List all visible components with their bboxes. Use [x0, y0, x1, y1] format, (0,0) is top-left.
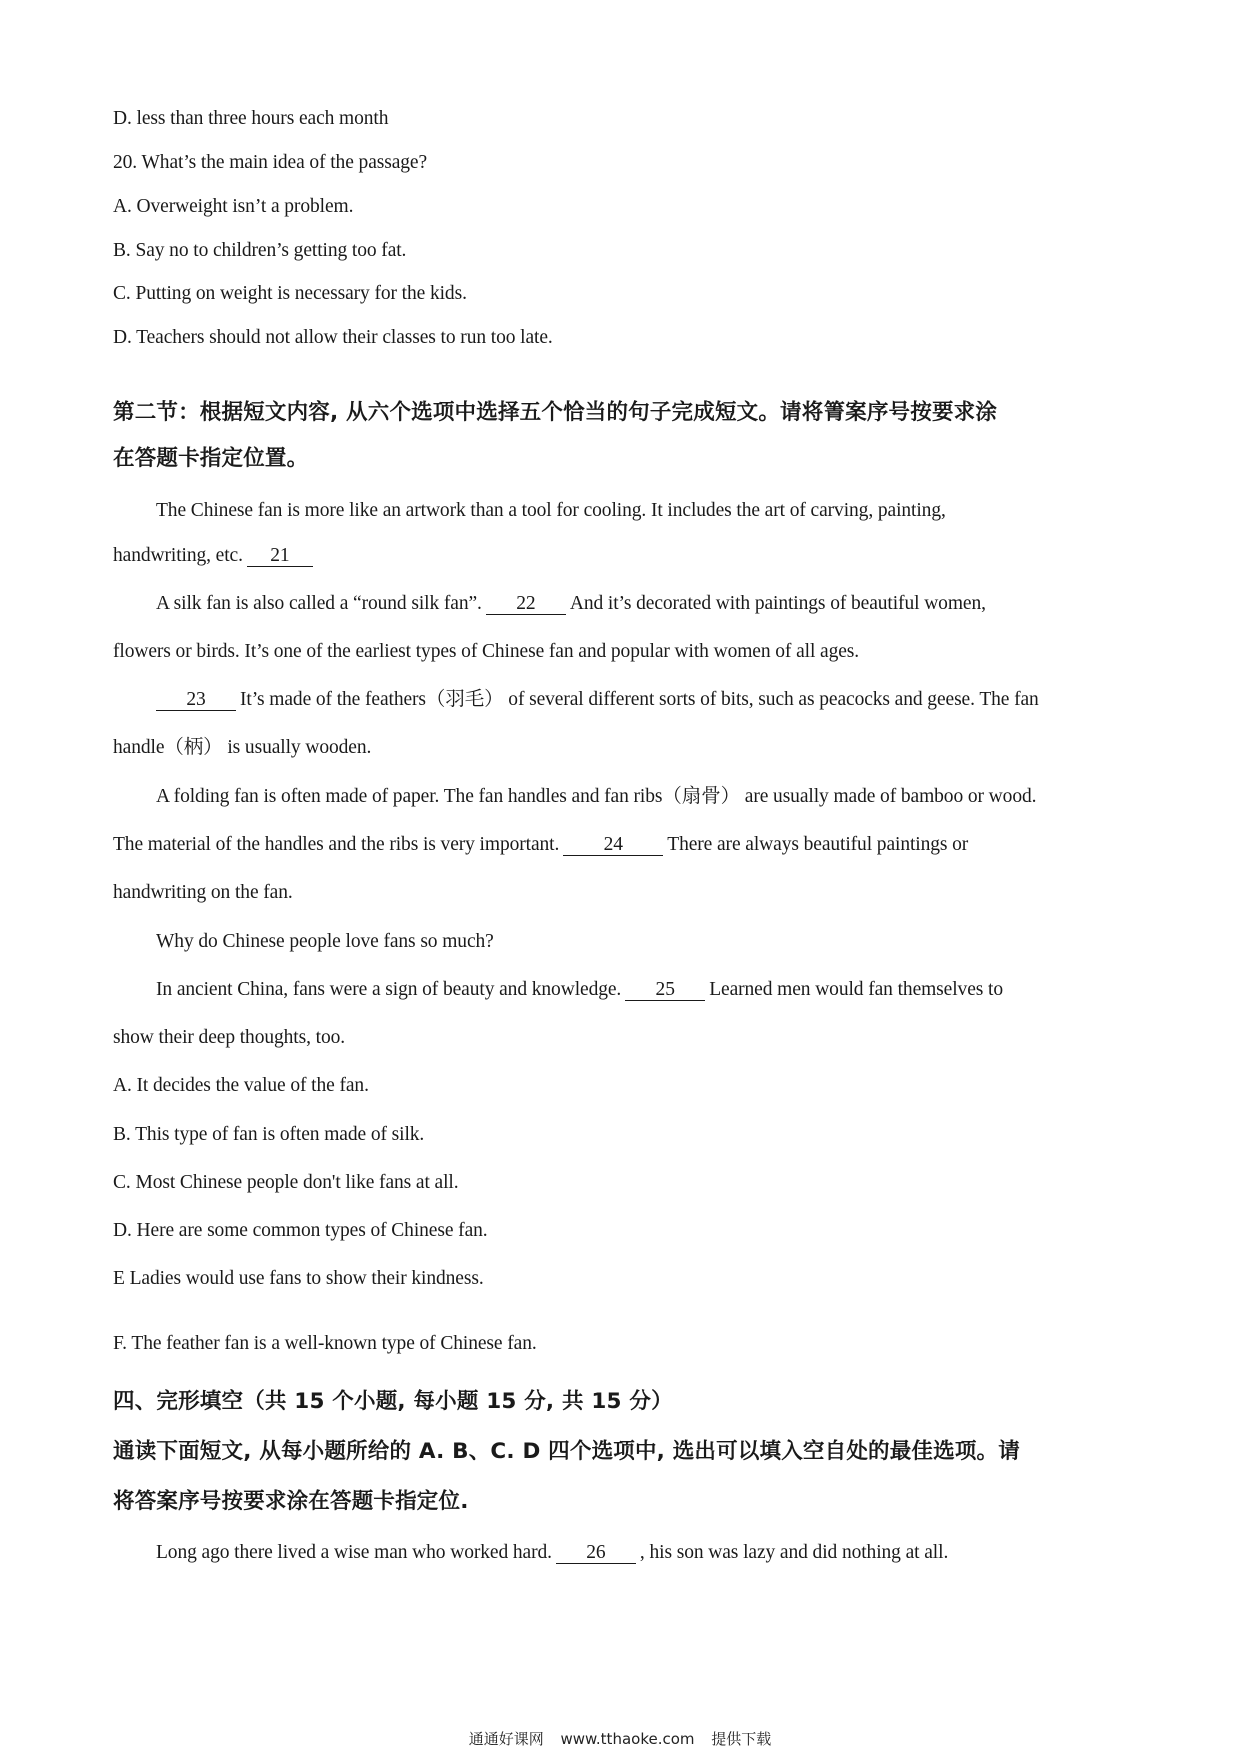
q19-option-d: D. less than three hours each month	[113, 108, 389, 129]
passage-p4-text-post: There are always beautiful paintings or	[667, 834, 969, 855]
q20-option-b: B. Say no to children’s getting too fat.	[113, 240, 407, 261]
footer-url[interactable]: www.tthaoke.com	[560, 1730, 695, 1748]
passage-p5: Why do Chinese people love fans so much?	[156, 931, 494, 952]
part4-instruction-line1: 通读下面短文, 从每小题所给的 A. B、C. D 四个选项中, 选出可以填入空自处的最佳选项。请	[113, 1439, 1020, 1464]
q20-option-c: C. Putting on weight is necessary for the kids.	[113, 283, 467, 304]
section2-heading-line2: 在答题卡指定位置。	[113, 446, 309, 471]
section2-option-f: F. The feather fan is a well-known type of Chinese fan.	[113, 1333, 537, 1354]
passage-p3-line2: handle（柄） is usually wooden.	[113, 737, 372, 758]
q20-option-a: A. Overweight isn’t a problem.	[113, 196, 354, 217]
passage-p4-line3: handwriting on the fan.	[113, 882, 293, 903]
footer-site-name: 通通好课网	[468, 1730, 544, 1748]
blank-23: 23	[156, 690, 236, 711]
passage-p1-text: handwriting, etc.	[113, 545, 243, 566]
passage-p6-line1	[156, 978, 1003, 1002]
passage-p4-line1: A folding fan is often made of paper. The fan handles and fan ribs（扇骨） are usually made of bamboo or wood.	[156, 786, 1037, 807]
section2-option-d: D. Here are some common types of Chinese fan.	[113, 1220, 488, 1241]
section2-option-b: B. This type of fan is often made of silk.	[113, 1124, 425, 1145]
part4-passage-line1	[156, 1541, 948, 1565]
passage-p6-text-post: Learned men would fan themselves to	[709, 979, 1003, 1000]
blank-24: 24	[563, 835, 663, 856]
section2-heading-line1: 第二节：根据短文内容, 从六个选项中选择五个恰当的句子完成短文。请将箐案序号按要求涂	[113, 400, 998, 425]
passage-p1-line1: The Chinese fan is more like an artwork than a tool for cooling. It includes the art of carving, painting,	[156, 500, 946, 521]
passage-p3-text-post: It’s made of the feathers（羽毛） of several different sorts of bits, such as peacocks and geese. The fan	[240, 689, 1039, 710]
blank-26: 26	[556, 1543, 636, 1564]
section2-option-a: A. It decides the value of the fan.	[113, 1075, 369, 1096]
part4-heading: 四、完形填空（共 15 个小题, 每小题 15 分, 共 15 分）	[113, 1389, 673, 1414]
part4-passage-text-pre: Long ago there lived a wise man who worked hard.	[156, 1542, 552, 1563]
part4-instruction-line2: 将答案序号按要求涂在答题卡指定位.	[113, 1489, 469, 1514]
passage-p4-line2	[113, 833, 968, 857]
blank-22: 22	[486, 594, 566, 615]
blank-21: 21	[247, 546, 313, 567]
passage-p6-text-pre: In ancient China, fans were a sign of beauty and knowledge.	[156, 979, 622, 1000]
passage-p2-text-post: And it’s decorated with paintings of beautiful women,	[569, 593, 986, 614]
q20-option-d: D. Teachers should not allow their classes to run too late.	[113, 327, 553, 348]
section2-option-c: C. Most Chinese people don't like fans at all.	[113, 1172, 459, 1193]
page-footer	[0, 1728, 1240, 1749]
part4-passage-text-post: , his son was lazy and did nothing at all.	[639, 1542, 949, 1563]
blank-25: 25	[625, 980, 705, 1001]
passage-p3-line1	[156, 688, 1039, 712]
passage-p2-line1	[156, 592, 986, 616]
passage-p6-line2: show their deep thoughts, too.	[113, 1027, 346, 1048]
passage-p2-text-pre: A silk fan is also called a “round silk fan”.	[156, 593, 482, 614]
passage-p4-text-pre: The material of the handles and the ribs is very important.	[113, 834, 560, 855]
q20-question: 20. What’s the main idea of the passage?	[113, 152, 428, 173]
section2-option-e: E Ladies would use fans to show their kindness.	[113, 1268, 484, 1289]
passage-p2-line2: flowers or birds. It’s one of the earliest types of Chinese fan and popular with women of all ages.	[113, 641, 860, 662]
footer-provide: 提供下载	[711, 1730, 772, 1748]
passage-p1-line2	[113, 544, 317, 568]
